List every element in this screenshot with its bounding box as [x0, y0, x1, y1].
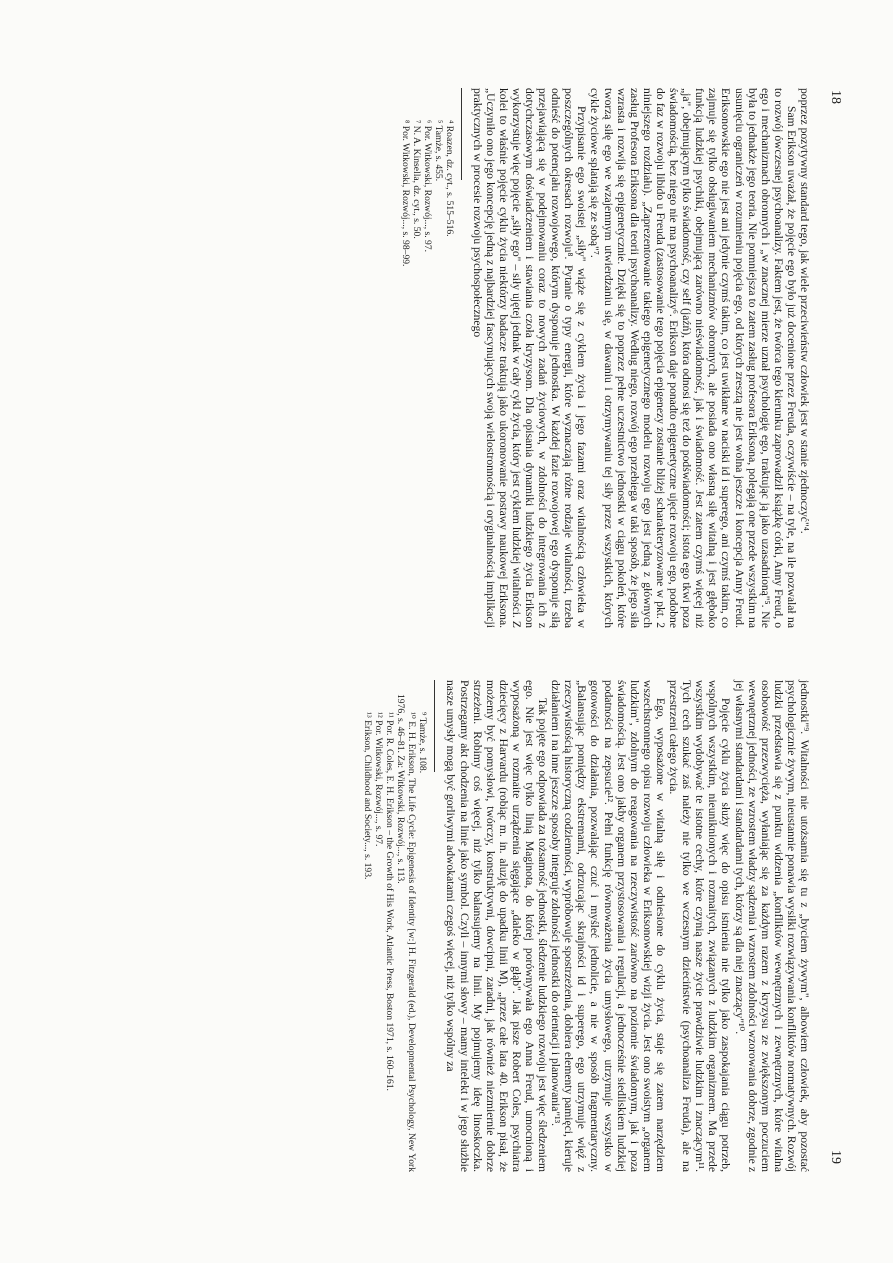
left-footnote-6: ⁶ Por. Witkowski, Rozwój..., s. 97. — [421, 120, 433, 253]
right-paragraph-2: Pojęcie cyklu życia służy więc do opisu istnienia nie tylko jako zaspokajania ciągu potrzeb, wspólnych wszystkim, nieuniknionych i rozmaitych, związanych z ludzkim organizmem. Ma przede wszystkim wydobywać te istotne cechy, które czynią nasze życie prawdziwie ludzkim i znaczącym¹¹. Tych cech szukać zaś należy nie tylko we wczesnym dzieciństwie (psychoanaliza Freuda), ale na przestrzeni całego życia. — [667, 680, 733, 1172]
right-paragraph-4: Tak pojęte ego odpowiada za tożsamość jednostki, śledzenie ludzkiego rozwoju jest więc śledzeniem ego. Nie jest więc tylko linią Maginota, do której porównywała ego Anna Freud, umocnioną i wyposażoną w rozmaite urządzenia sięgające „daleko w głąb". Jak pisze Robert Coles, psychiatra dziecięcy z Harvardu (robiąc m. in. aluzję do upadku linii M), „przez całe lata 40. Erikson pisał, że możemy być pomysłowi, twórczy, konstruktywni, dowcipni, zaradni, jak również niezmiernie dobrze strzeżeni. Robimy coś więcej, niż tylko balansujemy na linii. My pojmujemy ideę linoskoczka. Postrzegamy akt chodzenia na linie jako symbol. Czyli – innymi słowy – mamy intelekt i w jego służbie nasze umysły mogą być gorliwymi adwokatami czegoś więcej, niż tylko wspólny za — [444, 680, 550, 1172]
right-paragraph-1: jednostki"⁹. Witalności nie utożsamia się tu z „byciem żywym", albowiem człowiek, aby pozostać psychologicznie żywym, nieustannie ponawia wysiłki rozwiązywania konfliktów normatywnych. Rozwój ludzki przedstawia się z punktu widzenia „konfliktów wewnętrznych i zewnętrznych, które witalna osobowość przezwycięża, wyłaniając się za każdym razem z kryzysu ze zwiększonym poczuciem wewnętrznej jedności, ze wzrostem władzy sądzenia i wzrostem zdolności wzorowania dobrze, zgodnie z jej własnymi standardami i standardami tych, którzy są dla niej znaczący"¹⁰. — [732, 680, 811, 1172]
right-paragraph-3: Ego, wyposażone w witalną siłę i odniesione do cyklu życia, staje się zatem narzędziem wszechstronnego opisu rozwoju człowieka w Eriksonowskiej wizji życia. Jest ono swoistym „organem ludzkim", zdolnym do reagowania na rzeczywistość zarówno na poziomie świadomym, jak i poza świadomością. Jest ono jakby organem przystosowania i regulacji, a jednocześnie siedliskiem ludzkiej podatności na zepsucie¹². Pełni funkcję równoważenia życia umysłowego, utrzymuje wszystko w gotowości do działania, pozwalając czuć i myśleć jednolicie, a nie w sposób fragmentaryczny. „Balansując pomiędzy ekstremami, odrzucając skrajności id i superego, ego utrzymuje więź z rzeczywistością historyczną codzienności, wypróbowuje spostrzeżenia, dobiera elementy pamięci, kieruje działaniem i na inne jeszcze sposoby integruje zdolności jednostki do orientacji i planowania"¹³. — [549, 680, 667, 1172]
left-footnote-7: ⁷ N. A. Kinsella, dz. cyt., s. 50. — [410, 120, 422, 239]
right-footnote-12: ¹² Por. Witkowski, Rozwój..., s. 97. — [373, 712, 385, 847]
left-page-text — [400, 88, 811, 628]
left-footnote-8: ⁸ Por. Witkowski, Rozwój..., s. 98–99. — [399, 120, 411, 267]
left-footnote-rule — [461, 88, 462, 180]
left-page-number: 18 — [828, 90, 843, 104]
right-footnote-10: ¹⁰ E. H. Erikson, The Life Cycle: Epigenesis of Identity [w:] H. Fitzgerald (ed.), Developmental Psychology, New York 1976, s. 46–81. Za: Witkowski, Rozwój..., s. 113. — [395, 694, 418, 1172]
right-footnote-rule — [434, 680, 435, 772]
left-footnote-5: ⁵ Tamże, s. 455. — [432, 120, 444, 182]
left-footnote-4: ⁴ Roazen, dz. cyt., s. 515–516. — [443, 120, 455, 237]
left-paragraph-1: poprzez pozytywny standard tego, jak wiele przeciwieństw człowiek jest w stanie zjednoczyć"⁴. — [798, 88, 811, 534]
left-paragraph-2: Sam Erikson uważał, że pojęcie ego było już docenione przez Freuda, oczywiście – na tyle, na ile pozwalał na to rozwój ówczesnej psychoanalizy. Faktem jest, że twórca tego kierunku zaprowadził książkę córki, Anny Freud, o ego i mechanizmach obronnych i „w znacznej mierze uznał psychologię ego, traktując ją jako uzasadnioną"⁵. Nie była to jednakże jego teoria. Nie pomniejsza to zatem zasług profesora Eriksona, polegają one przede wszystkim na usunięciu ograniczeń w rozumieniu pojęcia ego, od których zresztą nie jest wolna jeszcze i koncepcja Anny Freud. Eriksonowskie ego nie jest ani jedynie czymś takim, co jest uwikłane w naciski id i superego, ani czymś takim, co zajmuje się tylko obsługiwaniem mechanizmów obronnych, ale posiada ono własną siłę witalną i jest głęboko funkcją ludzkiej psychiki, obejmującą zarówno nieświadomość, jak i świadomość. Jest zatem czymś więcej niż „ja", obejmującym tylko świadomość, czy self (jaźń), która odnosi się też do podświadomości; istota ego tkwi poza świadomością, bez niego nie ma psychoanalizy⁶. Erikson daje ponadto epigenetyczne ujęcie rozwoju ego, podobne do faz w rozwoju libido u Freuda (zastosowanie tego pojęcia epigenezy zostanie bliżej scharakteryzowane w pkt. 2 niniejszego rozdziału). „Zaprezentowanie takiego epigenetycznego modelu rozwoju ego jest jedną z głównych zasług Profesora Eriksona dla teorii psychoanalizy. Według niego, rozwój ego przebiega w taki sposób, że jego siła wzrasta i rozwija się epigenetycznie. Dzięki się to poprzez pełne uczestnictwo jednostki w ciągu pokoleń, które tworzą siłę ego we wzajemnym utwierdzaniu się, w dawaniu i otrzymywaniu tej siły przez wszystkich, których cykle życiowe splatają się ze sobą"⁷. — [588, 88, 798, 628]
right-footnote-13: ¹³ Erikson, Childhood and Society..., s. 193. — [362, 712, 374, 880]
right-page-number: 19 — [828, 1150, 843, 1164]
right-page-text — [362, 680, 811, 1172]
right-footnote-11: ¹¹ Por. R. Coles, E. H. Erikson – the Growth of His Work, Atlantic Press, Boston 1971, s. 160–161. — [384, 712, 396, 1091]
right-footnote-9: ⁹ Tamże, s. 108. — [417, 712, 429, 774]
left-paragraph-3: Przypisanie ego swoistej „siły" wiąże się z cyklem życia i jego fazami oraz witalnością człowieka w poszczególnych okresach rozwoju⁸. Pytanie o typy energii, które wyznaczają różne rodzaje witalności, trzeba odnieść do potencjału rozwojowego, którym dysponuje jednostka. W każdej fazie rozwojowej ego dysponuje siłą przejawiającą się w podejmowaniu coraz to nowych zadań życiowych, w zdolności do integrowania ich z dotychczasowym doświadczeniem i stawiania czoła kryzysom. Dla opisania dynamiki ludzkiego życia Erikson wykorzystuje więc pojęcie „siły ego" – siły ujętej jednak w cały cykl życia, który jest cyklem ludzkiej witalności. Z kolei to właśnie pojęcie cyklu życia niektórzy badacze traktują jako ukoronowanie postawy naukowej Eriksona. „Uczyniło ono jego koncepcję jedną z najbardziej fascynujących swoją wielostronnością i oryginalnością implikacji praktycznych w procesie rozwoju psychospołecznego — [470, 88, 589, 628]
